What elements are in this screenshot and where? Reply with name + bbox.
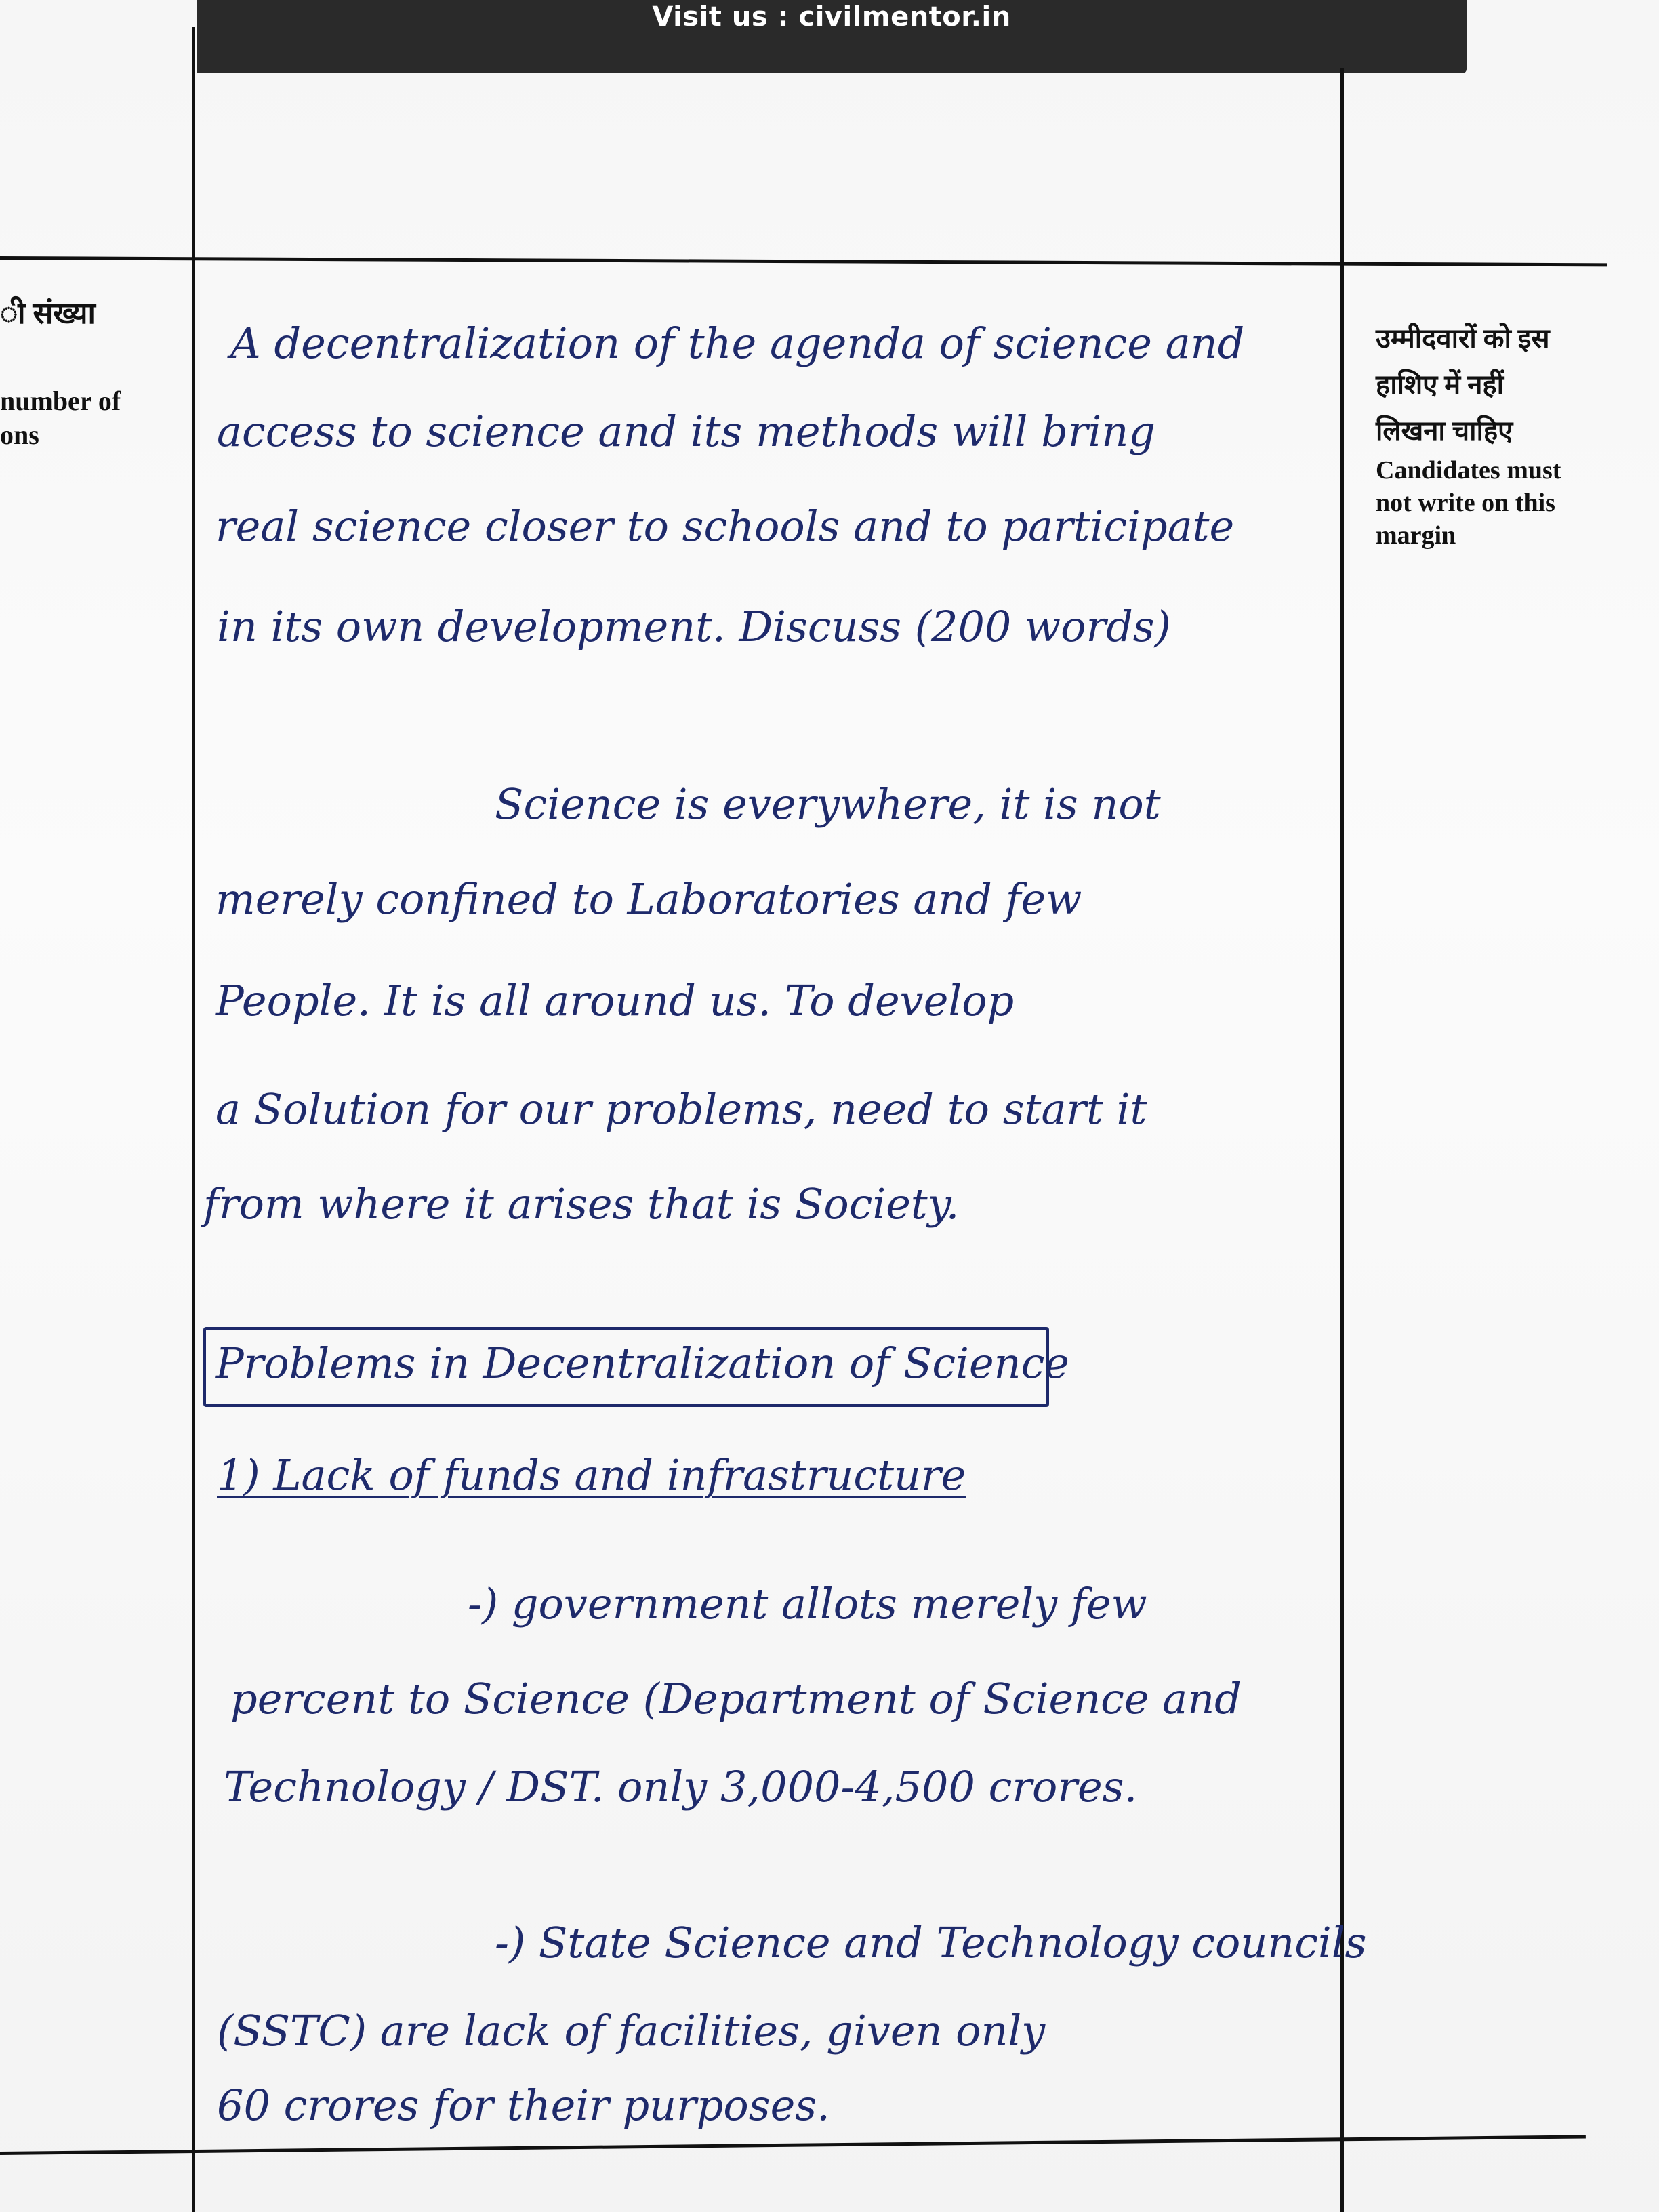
right-frame-line bbox=[1340, 68, 1344, 2212]
question-line-3: real science closer to schools and to participate bbox=[216, 501, 1235, 551]
subpoint-2-line-2: (SSTC) are lack of facilities, given only bbox=[217, 2006, 1046, 2055]
subpoint-1-line-1: -) government allots merely few bbox=[468, 1579, 1147, 1629]
subpoint-2-line-1: -) State Science and Technology councils bbox=[495, 1918, 1367, 1967]
site-banner bbox=[197, 0, 1467, 73]
section-heading: Problems in Decentralization of Science bbox=[216, 1338, 1069, 1388]
bottom-divider-line bbox=[0, 2135, 1586, 2155]
left-frame-line bbox=[192, 27, 195, 2212]
subpoint-1-line-3: Technology / DST. only 3,000-4,500 crores. bbox=[224, 1762, 1138, 1811]
point-1: 1) Lack of funds and infrastructure bbox=[217, 1450, 966, 1500]
intro-line-5: from where it arises that is Society. bbox=[203, 1179, 960, 1229]
left-margin-label-hindi: ी संख्या bbox=[0, 297, 96, 330]
question-line-1: A decentralization of the agenda of science and bbox=[230, 319, 1245, 368]
intro-line-3: People. It is all around us. To develop bbox=[216, 976, 1015, 1025]
banner-text: Visit us : civilmentor.in bbox=[652, 1, 1011, 33]
top-divider-line bbox=[0, 256, 1607, 266]
margin-note-hindi-1: उम्मीदवारों को इस bbox=[1376, 323, 1550, 354]
question-line-2: access to science and its methods will bring bbox=[217, 407, 1155, 456]
margin-note-english-1: Candidates must bbox=[1376, 456, 1561, 485]
subpoint-1-line-2: percent to Science (Department of Science and bbox=[230, 1674, 1242, 1723]
intro-line-2: merely confined to Laboratories and few bbox=[216, 874, 1082, 924]
margin-note-english-3: margin bbox=[1376, 521, 1456, 550]
left-margin-label-line2: number of bbox=[0, 386, 121, 416]
margin-note-hindi-2: हाशिए में नहीं bbox=[1376, 369, 1504, 400]
margin-note-english-2: not write on this bbox=[1376, 489, 1555, 517]
question-line-4: in its own development. Discuss (200 words) bbox=[217, 602, 1171, 651]
intro-line-4: a Solution for our problems, need to start it bbox=[216, 1084, 1147, 1134]
left-margin-label-line3: ons bbox=[0, 419, 39, 450]
margin-note-hindi-3: लिखना चाहिए bbox=[1376, 415, 1513, 446]
subpoint-2-line-3: 60 crores for their purposes. bbox=[217, 2081, 830, 2130]
intro-line-1: Science is everywhere, it is not bbox=[495, 779, 1161, 829]
